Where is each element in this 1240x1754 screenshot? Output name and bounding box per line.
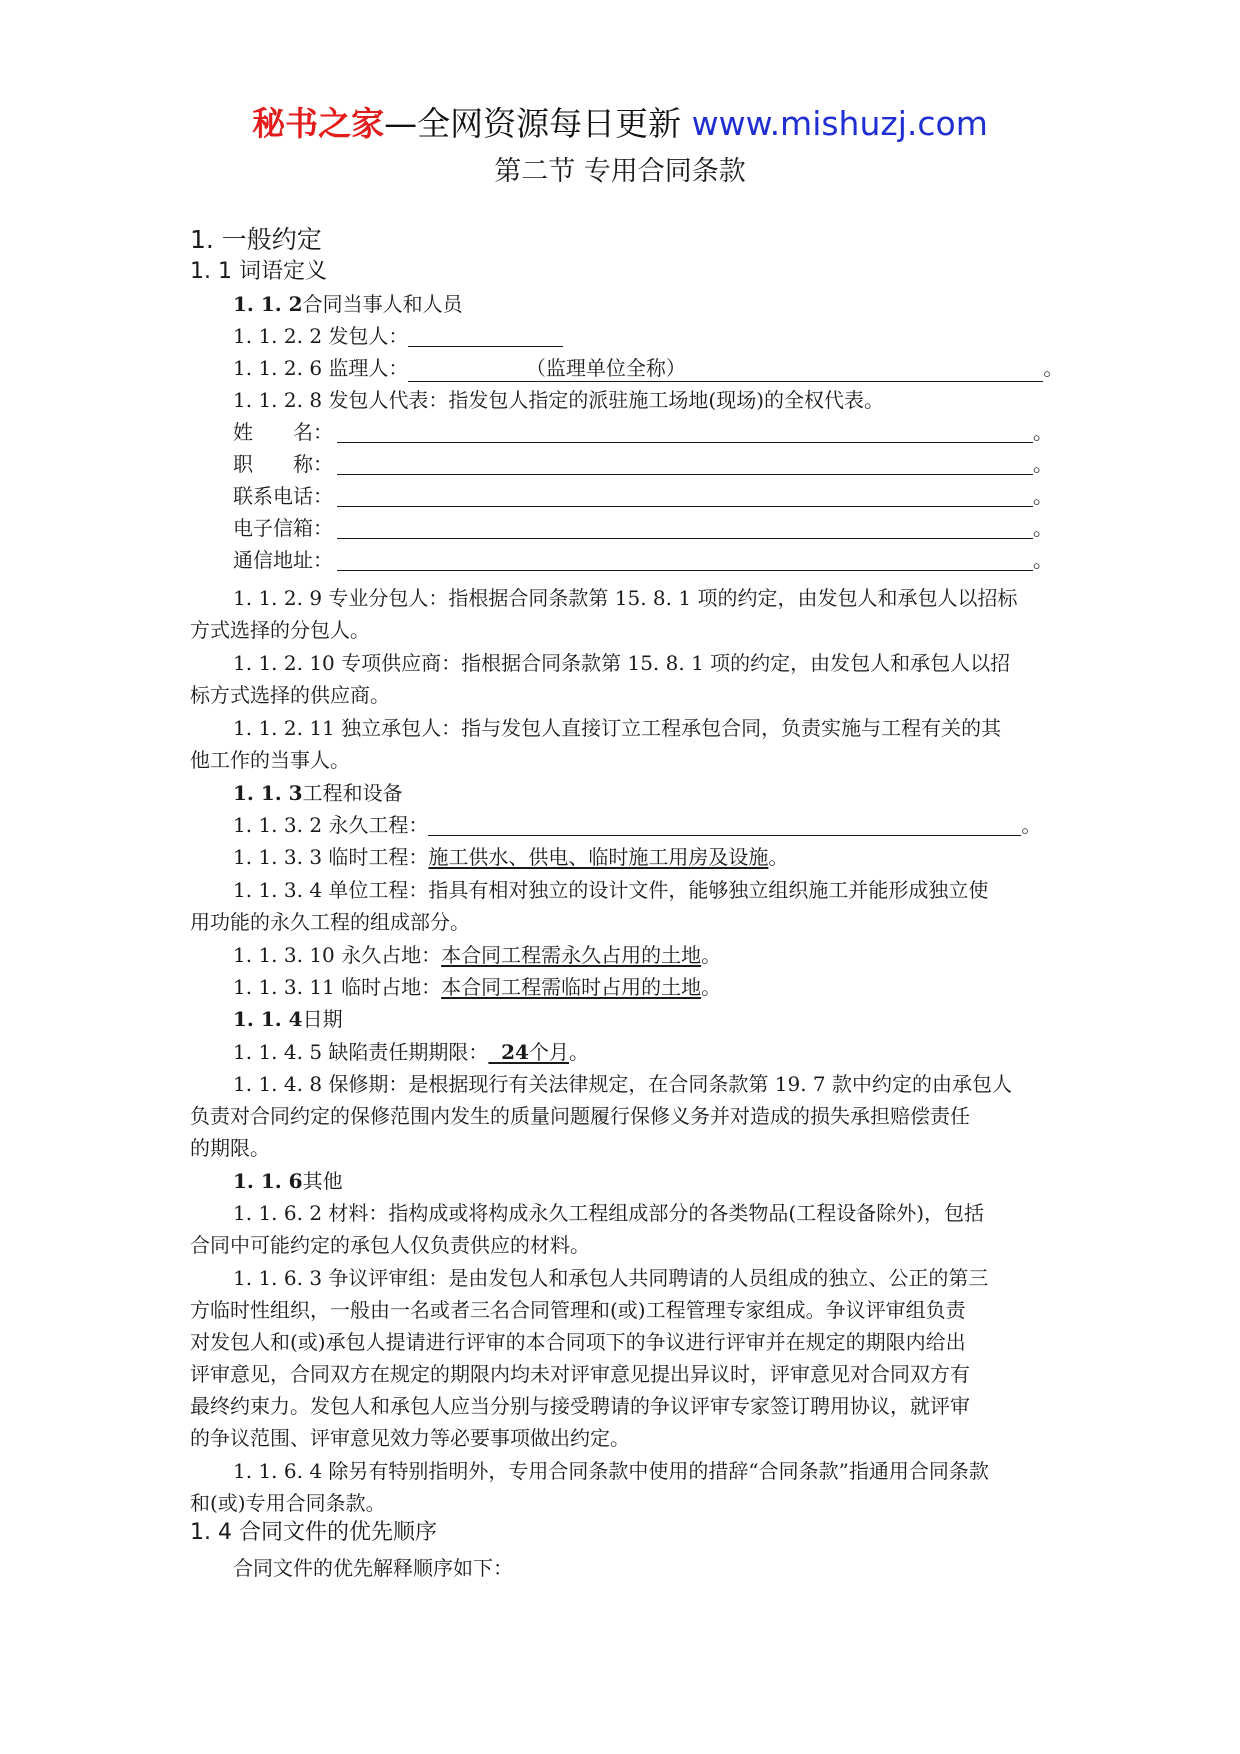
- employer-label: 1. 1. 2. 2 发包人：: [233, 324, 409, 348]
- para-wording-line1: 1. 1. 6. 4 除另有特别指明外，专用合同条款中使用的措辞“合同条款”指通用合同条款: [233, 1459, 989, 1483]
- rep-address-field[interactable]: [337, 548, 1033, 571]
- para-unit-works-line2: 用功能的永久工程的组成部分。: [190, 910, 470, 934]
- para-dispute-line6: 的争议范围、评审意见效力等必要事项做出约定。: [190, 1426, 630, 1450]
- temporary-works-label: 1. 1. 3. 3 临时工程：: [233, 845, 429, 869]
- employer-row: [233, 320, 563, 352]
- permanent-works-row: [233, 809, 1041, 841]
- para-supplier-line1: 1. 1. 2. 10 专项供应商：指根据合同条款第 15. 8. 1 项的约定，由发包人和承包人以招: [233, 651, 1011, 675]
- defects-period-number: 24: [501, 1040, 529, 1064]
- site-banner: [0, 102, 1240, 146]
- para-subcontractor-line2: 方式选择的分包人。: [190, 618, 370, 642]
- employer-field[interactable]: [408, 324, 563, 347]
- heading-priority: 1. 4 合同文件的优先顺序: [190, 1520, 437, 1545]
- subheading-text: 其他: [302, 1169, 343, 1193]
- para-warranty-line3: 的期限。: [190, 1136, 270, 1160]
- subheading-number: 1. 1. 6: [233, 1169, 303, 1193]
- subheading-works: [233, 777, 403, 809]
- rep-name-label: 姓 名：: [233, 420, 333, 444]
- para-supplier-line2: 标方式选择的供应商。: [190, 683, 390, 707]
- period: 。: [568, 1040, 589, 1064]
- para-dispute-line1: 1. 1. 6. 3 争议评审组：是由发包人和承包人共同聘请的人员组成的独立、公正的第三: [233, 1266, 989, 1290]
- para-dispute-line4: 评审意见，合同双方在规定的期限内均未对评审意见提出异议时，评审意见对合同双方有: [190, 1362, 970, 1386]
- para-materials-line2: 合同中可能约定的承包人仅负责供应的材料。: [190, 1233, 590, 1257]
- rep-title-row: [233, 448, 1053, 480]
- rep-phone-field[interactable]: [337, 484, 1033, 507]
- rep-address-label: 通信地址：: [233, 548, 333, 572]
- para-independent-line1: 1. 1. 2. 11 独立承包人：指与发包人直接订立工程承包合同，负责实施与工程有关的其: [233, 716, 1002, 740]
- supervisor-field[interactable]: [408, 355, 1043, 382]
- banner-brand: 秘书之家: [252, 104, 385, 143]
- subheading-number: 1. 1. 2: [233, 292, 303, 316]
- period: 。: [1033, 548, 1053, 572]
- para-warranty-line2: 负责对合同约定的保修范围内发生的质量问题履行保修义务并对造成的损失承担赔偿责任: [190, 1104, 970, 1128]
- subheading-number: 1. 1. 3: [233, 781, 303, 805]
- para-priority: 合同文件的优先解释顺序如下：: [233, 1556, 513, 1580]
- period: 。: [1033, 484, 1053, 508]
- banner-slogan: —全网资源每日更新: [384, 104, 682, 143]
- para-dispute-line3: 对发包人和(或)承包人提请进行评审的本合同项下的争议进行评审并在规定的期限内给出: [190, 1330, 966, 1354]
- temporary-land-label: 1. 1. 3. 11 临时占地：: [233, 975, 442, 999]
- subheading-dates: [233, 1003, 343, 1035]
- period: 。: [1043, 356, 1064, 380]
- page-title: 第二节 专用合同条款: [494, 156, 746, 187]
- para-independent-line2: 他工作的当事人。: [190, 748, 350, 772]
- rep-phone-row: [233, 480, 1053, 512]
- rep-address-row: [233, 544, 1053, 576]
- defects-period-unit: 个月: [528, 1040, 569, 1064]
- para-unit-works-line1: 1. 1. 3. 4 单位工程：指具有相对独立的设计文件，能够独立组织施工并能形成独立使: [233, 878, 989, 902]
- permanent-works-field[interactable]: [428, 813, 1021, 836]
- para-employer-rep: 1. 1. 2. 8 发包人代表：指发包人指定的派驻施工场地(现场)的全权代表。: [233, 388, 885, 412]
- subheading-text: 合同当事人和人员: [302, 292, 463, 316]
- permanent-land-value: 本合同工程需永久占用的土地: [441, 943, 702, 967]
- defects-period-value: [488, 1040, 569, 1064]
- period: 。: [1033, 452, 1053, 476]
- subheading-text: 工程和设备: [302, 781, 403, 805]
- supervisor-label: 1. 1. 2. 6 监理人：: [233, 356, 409, 380]
- rep-email-label: 电子信箱：: [233, 516, 333, 540]
- subheading-text: 日期: [302, 1007, 343, 1031]
- rep-email-field[interactable]: [337, 516, 1033, 539]
- rep-title-label: 职 称：: [233, 452, 333, 476]
- subheading-number: 1. 1. 4: [233, 1007, 303, 1031]
- supervisor-field-hint: （监理单位全称）: [525, 356, 686, 380]
- subheading-parties: [233, 288, 463, 320]
- defects-period-row: [233, 1036, 589, 1068]
- rep-email-row: [233, 512, 1053, 544]
- rep-phone-label: 联系电话：: [233, 484, 333, 508]
- heading-definitions: 1. 1 词语定义: [190, 259, 327, 284]
- permanent-works-label: 1. 1. 3. 2 永久工程：: [233, 813, 429, 837]
- permanent-land-row: [233, 939, 721, 971]
- period: 。: [1033, 420, 1053, 444]
- heading-general: 1. 一般约定: [190, 225, 322, 254]
- period: 。: [701, 943, 722, 967]
- para-materials-line1: 1. 1. 6. 2 材料：指构成或将构成永久工程组成部分的各类物品(工程设备除外)，包括: [233, 1201, 985, 1225]
- banner-url-link[interactable]: www.mishuzj.com: [691, 104, 988, 143]
- para-dispute-line2: 方临时性组织，一般由一名或者三名合同管理和(或)工程管理专家组成。争议评审组负责: [190, 1298, 966, 1322]
- rep-title-field[interactable]: [337, 452, 1033, 475]
- temporary-land-row: [233, 971, 721, 1003]
- rep-name-row: [233, 416, 1053, 448]
- supervisor-row: [233, 352, 1063, 384]
- subheading-other: [233, 1165, 343, 1197]
- temporary-works-value: 施工供水、供电、临时施工用房及设施: [428, 845, 769, 869]
- temporary-works-row: [233, 841, 788, 873]
- para-subcontractor-line1: 1. 1. 2. 9 专业分包人：指根据合同条款第 15. 8. 1 项的约定，由发包人和承包人以招标: [233, 586, 1018, 610]
- rep-name-field[interactable]: [337, 420, 1033, 443]
- period: 。: [768, 845, 789, 869]
- period: 。: [1021, 813, 1042, 837]
- permanent-land-label: 1. 1. 3. 10 永久占地：: [233, 943, 442, 967]
- period: 。: [701, 975, 722, 999]
- para-warranty-line1: 1. 1. 4. 8 保修期：是根据现行有关法律规定，在合同条款第 19. 7 款中约定的由承包人: [233, 1072, 1013, 1096]
- para-wording-line2: 和(或)专用合同条款。: [190, 1491, 386, 1515]
- period: 。: [1033, 516, 1053, 540]
- defects-period-label: 1. 1. 4. 5 缺陷责任期期限：: [233, 1040, 489, 1064]
- temporary-land-value: 本合同工程需临时占用的土地: [441, 975, 702, 999]
- para-dispute-line5: 最终约束力。发包人和承包人应当分别与接受聘请的争议评审专家签订聘用协议，就评审: [190, 1394, 970, 1418]
